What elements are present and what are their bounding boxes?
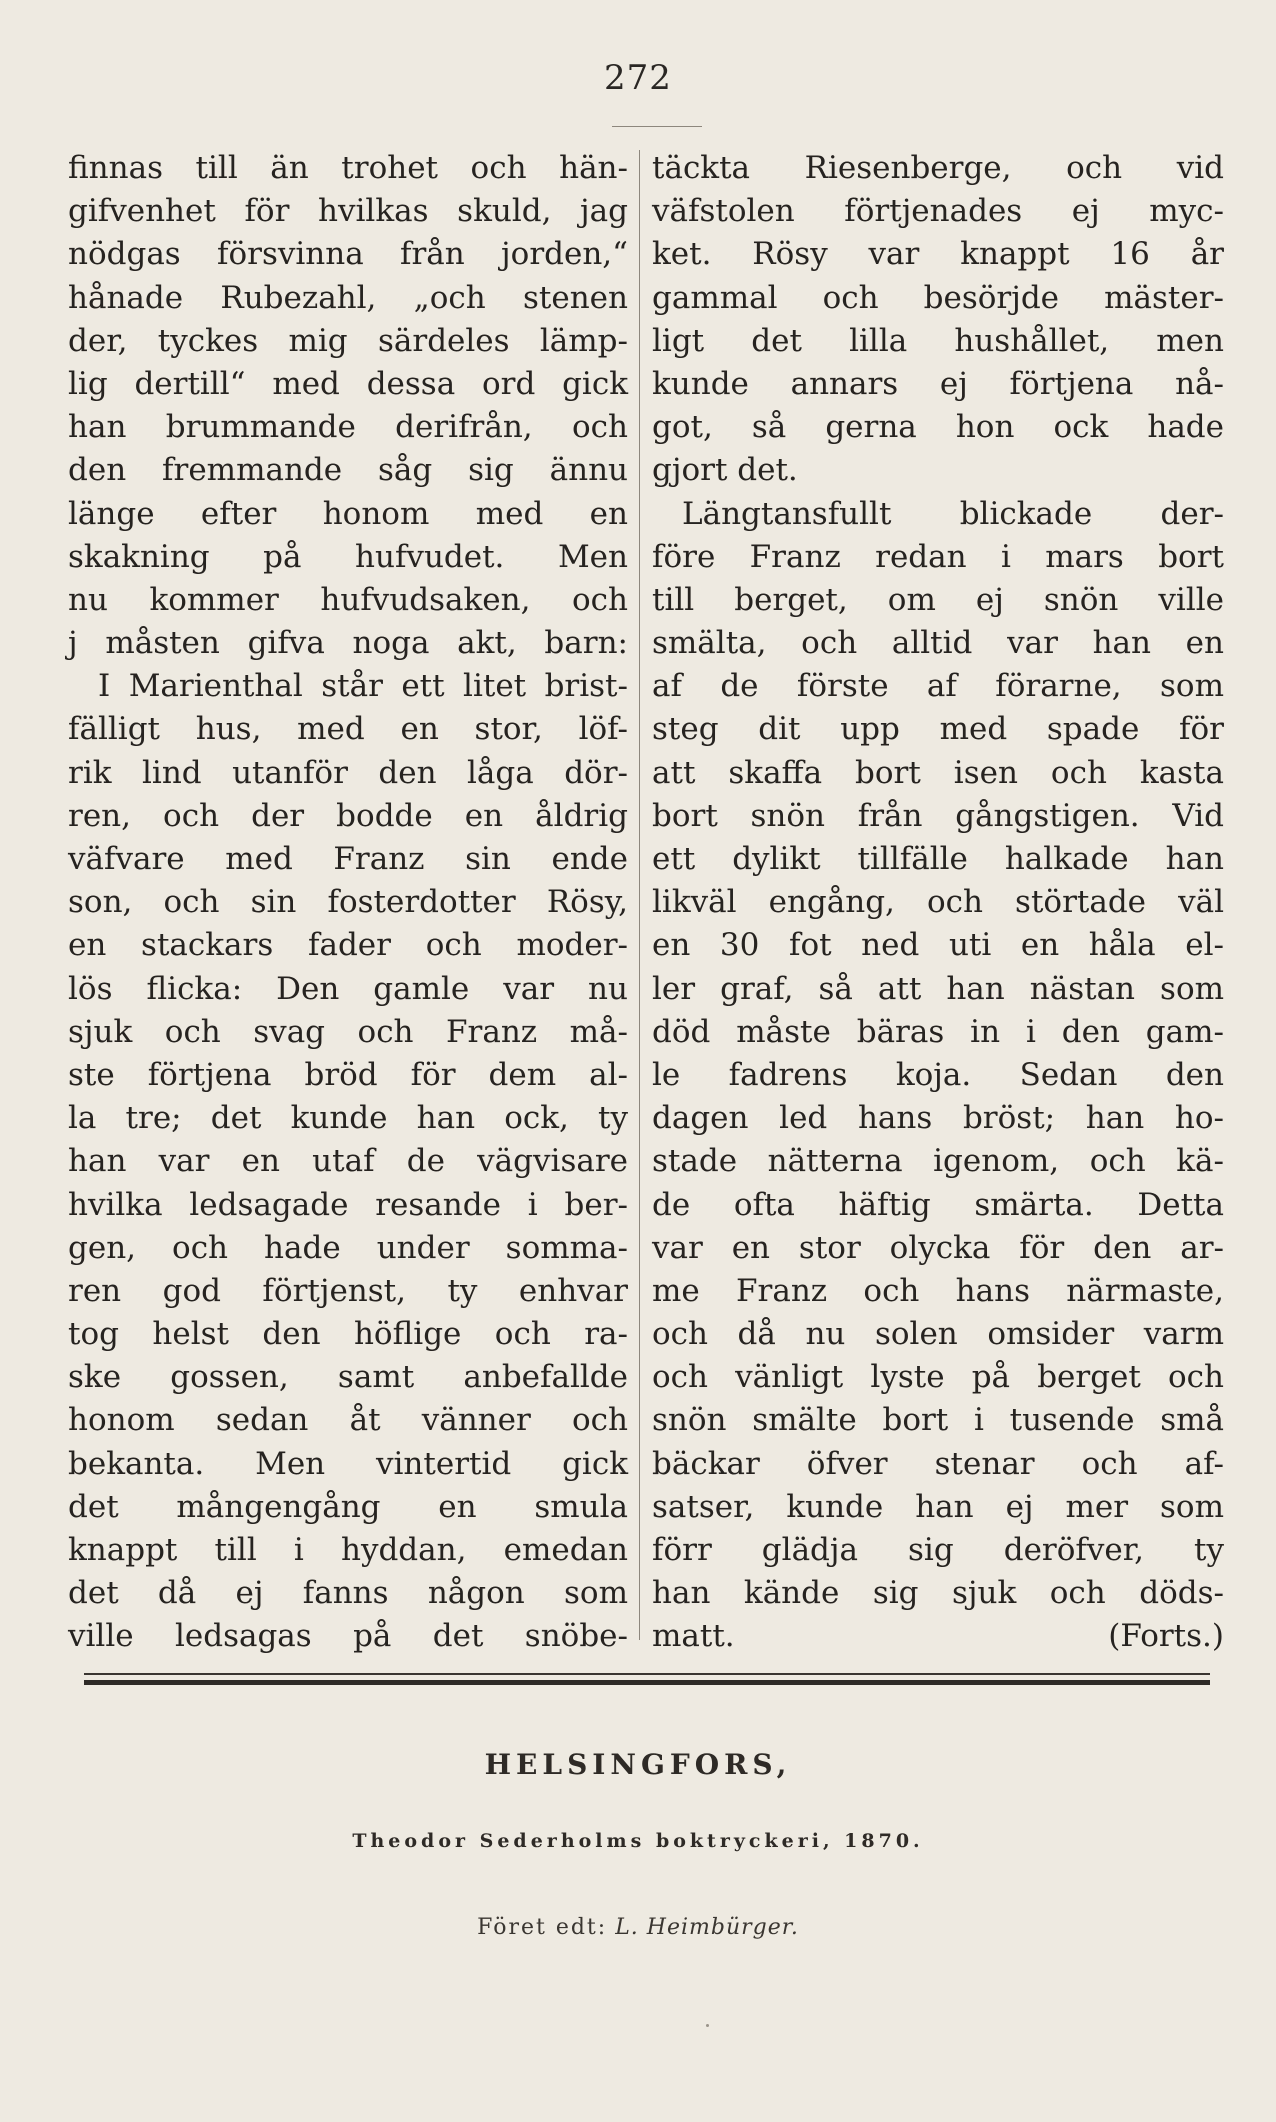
text-line: en 30 fot ned uti en håla el- — [652, 927, 1224, 964]
text-line: fälligt hus, med en stor, löf- — [68, 711, 628, 748]
text-line: länge efter honom med en — [68, 495, 628, 532]
text-line: got, så gerna hon ock hade — [652, 409, 1224, 446]
imprint-city: HELSINGFORS, — [484, 1748, 792, 1781]
text-line: ket. Rösy var knappt 16 år — [652, 236, 1224, 273]
imprint-printer: Theodor Sederholms boktryckeri, 1870. — [352, 1830, 924, 1852]
text-line: lös flicka: Den gamle var nu — [68, 970, 628, 1007]
text-line: gjort det. — [652, 452, 798, 489]
text-line: sjuk och svag och Franz må- — [68, 1013, 628, 1050]
text-line: gen, och hade under somma- — [68, 1229, 628, 1266]
text-line: hånade Rubezahl, „och stenen — [68, 279, 628, 316]
text-line: steg dit upp med spade för — [652, 711, 1224, 748]
text-line: en stackars fader och moder- — [68, 927, 628, 964]
footer-rule-thin — [84, 1673, 1210, 1675]
text-line: smälta, och alltid var han en — [652, 625, 1224, 662]
text-line: j måsten gifva noga akt, barn: — [68, 625, 628, 662]
text-line: knappt till i hyddan, emedan — [68, 1532, 628, 1568]
text-line: skakning på hufvudet. Men — [68, 538, 628, 575]
text-line: satser, kunde han ej mer som — [652, 1488, 1224, 1525]
text-line: rik lind utanför den låga dör- — [68, 754, 628, 791]
text-line: det mångengång en smula — [68, 1488, 628, 1525]
imprint-editor — [0, 1915, 1276, 1940]
text-line: me Franz och hans närmaste, — [652, 1272, 1224, 1309]
text-line: förr glädja sig deröfver, ty — [652, 1532, 1224, 1568]
text-line: bort snön från gångstigen. Vid — [652, 797, 1224, 834]
footer-rule-thick — [84, 1680, 1210, 1685]
header-rule — [612, 126, 702, 127]
text-line: nu kommer hufvudsaken, och — [68, 581, 628, 618]
text-line: ligt det lilla hushållet, men — [652, 322, 1224, 359]
text-line: likväl engång, och störtade väl — [652, 884, 1224, 921]
text-line: till berget, om ej snön ville — [652, 581, 1224, 618]
text-line: bäckar öfver stenar och af- — [652, 1445, 1224, 1482]
text-line: före Franz redan i mars bort — [652, 538, 1224, 575]
text-line: ler graf, så att han nästan som — [652, 970, 1224, 1007]
text-line: la tre; det kunde han ock, ty — [68, 1100, 628, 1137]
text-line: han var en utaf de vägvisare — [68, 1143, 628, 1180]
text-line: ren, och der bodde en åldrig — [68, 797, 628, 834]
text-line: finnas till än trohet och hän- — [68, 150, 628, 186]
page-number: 272 — [604, 58, 672, 98]
text-line: kunde annars ej förtjena nå- — [652, 365, 1224, 402]
text-line: le fadrens koja. Sedan den — [652, 1056, 1224, 1093]
text-line: son, och sin fosterdotter Rösy, — [68, 884, 628, 921]
text-column-left — [68, 147, 628, 1659]
text-line: de ofta häftig smärta. Detta — [652, 1186, 1224, 1223]
text-line: han kände sig sjuk och döds- — [652, 1575, 1224, 1612]
text-line: ske gossen, samt anbefallde — [68, 1359, 628, 1396]
imprint-editor-label: Föret edt: — [477, 1915, 608, 1940]
text-line: det då ej fanns någon som — [68, 1575, 628, 1612]
text-line: I Marienthal står ett litet brist- — [98, 668, 628, 705]
text-line: matt. (Forts.) — [652, 1618, 1224, 1655]
text-line: nödgas försvinna från jorden,“ — [68, 236, 628, 273]
text-line: bekanta. Men vintertid gick — [68, 1445, 628, 1482]
ink-speck — [706, 2024, 709, 2027]
column-divider — [639, 150, 640, 1640]
imprint-editor-name: L. Heimbürger. — [615, 1915, 799, 1940]
text-line: gifvenhet för hvilkas skuld, jag — [68, 193, 628, 230]
text-line: af de förste af förarne, som — [652, 668, 1224, 705]
text-line: väfvare med Franz sin ende — [68, 841, 628, 877]
text-line: lig dertill“ med dessa ord gick — [68, 365, 628, 402]
text-line: han brummande derifrån, och — [68, 409, 628, 446]
text-line: död måste bäras in i den gam- — [652, 1013, 1224, 1050]
text-line: var en stor olycka för den ar- — [652, 1229, 1224, 1266]
text-line: snön smälte bort i tusende små — [652, 1402, 1224, 1439]
text-line: ett dylikt tillfälle halkade han — [652, 841, 1224, 877]
text-line: gammal och besörjde mäster- — [652, 279, 1224, 316]
text-line: dagen led hans bröst; han ho- — [652, 1100, 1224, 1137]
text-line: honom sedan åt vänner och — [68, 1402, 628, 1439]
text-line: ren god förtjenst, ty enhvar — [68, 1272, 628, 1309]
text-line: den fremmande såg sig ännu — [68, 452, 628, 489]
text-column-right — [652, 147, 1224, 1659]
text-line: och då nu solen omsider varm — [652, 1316, 1224, 1353]
text-line: ste förtjena bröd för dem al- — [68, 1056, 628, 1093]
text-line: täckta Riesenberge, och vid — [652, 150, 1224, 186]
text-line: ville ledsagas på det snöbe- — [68, 1618, 628, 1655]
text-line: tog helst den höflige och ra- — [68, 1316, 628, 1353]
text-line: väfstolen förtjenades ej myc- — [652, 193, 1224, 230]
text-line: Längtansfullt blickade der- — [682, 495, 1224, 532]
text-line: att skaffa bort isen och kasta — [652, 754, 1224, 791]
text-line: och vänligt lyste på berget och — [652, 1359, 1224, 1396]
text-line: hvilka ledsagade resande i ber- — [68, 1186, 628, 1223]
text-line: stade nätterna igenom, och kä- — [652, 1143, 1224, 1180]
text-line: der, tyckes mig särdeles lämp- — [68, 322, 628, 359]
